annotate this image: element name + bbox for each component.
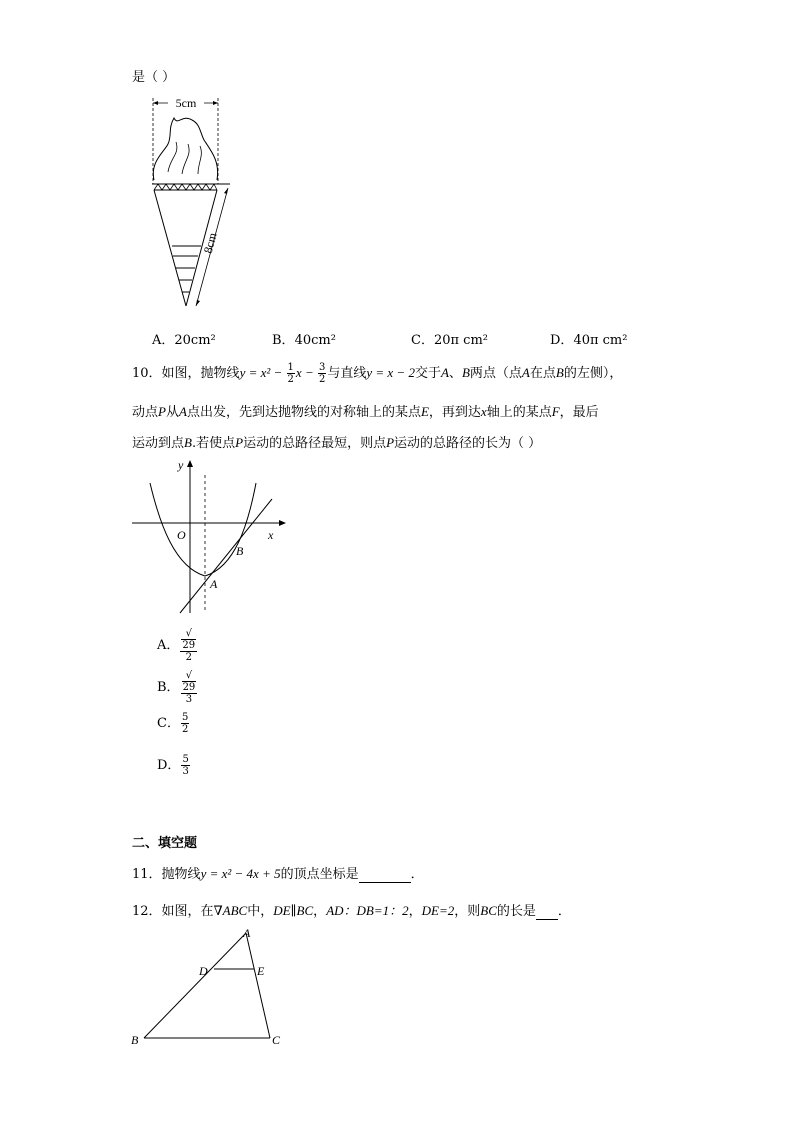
q12-text: 的长是 — [496, 904, 536, 919]
q10-number: 10． — [132, 366, 162, 381]
q10-option-c[interactable] — [157, 712, 190, 735]
q10-option-d[interactable] — [157, 754, 191, 777]
q11-text: 的顶点坐标是 — [280, 867, 359, 882]
q10-option-c-den: 2 — [181, 724, 189, 735]
q10-text: 交于 — [414, 366, 441, 381]
q9-option-b-letter: B． — [272, 333, 295, 348]
q12-triangle: ∇ABC — [213, 903, 248, 918]
q10-text: 轴上的某点 — [486, 405, 552, 420]
q10-option-a-frac: √ 29 2 — [182, 628, 196, 663]
q10-frac-1-den: 2 — [287, 374, 294, 385]
q10-point-a: A — [440, 365, 449, 380]
q12-text: ． — [557, 904, 571, 919]
q11-line — [132, 863, 424, 883]
q9-option-d[interactable] — [550, 329, 627, 348]
q10-point-b: B — [184, 435, 192, 450]
q10-point-p: P — [158, 404, 166, 419]
q10-option-c-letter: C． — [157, 716, 180, 731]
q10-frac-2-num: 3 — [318, 362, 326, 373]
q10-text: 两点（点 — [469, 366, 522, 381]
q10-option-c-frac — [181, 712, 189, 735]
q9-option-a[interactable] — [152, 329, 216, 348]
q9-option-d-value: 40π cm² — [573, 333, 628, 348]
q12-parallel: DE∥BC — [273, 903, 314, 918]
q12-label-c: C — [272, 1033, 281, 1047]
q11-number: 11． — [132, 867, 162, 882]
q10-text: 如图，抛物线 — [161, 366, 240, 381]
q10-label-a: A — [210, 577, 218, 591]
q12-label-e: E — [257, 964, 265, 978]
q10-text: 运动的总路径的长为（ ） — [394, 436, 542, 451]
q12-text: 如图，在 — [161, 904, 214, 919]
q10-option-d-den: 3 — [182, 766, 189, 777]
q10-text: .若使点 — [191, 436, 236, 451]
q10-option-b-den: 3 — [185, 694, 193, 705]
q10-point-a: A — [521, 365, 530, 380]
q9-cone-figure — [140, 92, 240, 312]
q10-text: 的左侧）， — [563, 366, 623, 381]
q12-label-b: B — [131, 1033, 139, 1047]
q12-line — [132, 900, 571, 920]
q10-text: 与直线 — [327, 366, 367, 381]
q10-label-y: y — [178, 458, 184, 472]
q10-expr-mid: x − — [295, 365, 317, 380]
q9-option-c-value: 20π cm² — [433, 333, 488, 348]
q10-point-a: A — [178, 404, 187, 419]
q12-de: DE=2 — [421, 903, 455, 918]
q9-option-c-letter: C． — [411, 333, 434, 348]
q10-option-a-letter: A． — [157, 638, 180, 653]
q9-option-a-letter: A． — [152, 333, 175, 348]
q10-x-axis: x — [480, 404, 487, 419]
q12-text: ， — [313, 904, 327, 919]
q10-text: 动点 — [132, 405, 159, 420]
q9-stem-tail: 是（ ） — [132, 70, 176, 85]
q10-frac-1 — [287, 362, 295, 385]
q10-frac-1-num: 1 — [287, 362, 294, 373]
q12-answer-blank[interactable] — [536, 904, 558, 920]
q10-option-b-letter: B． — [157, 680, 180, 695]
q10-point-b: B — [555, 365, 564, 380]
q9-option-b[interactable] — [272, 329, 336, 348]
q10-option-c-num: 5 — [181, 712, 189, 723]
q9-top-label: 5cm — [175, 96, 197, 110]
q10-option-a[interactable] — [157, 628, 198, 663]
q11-text: 抛物线 — [161, 867, 201, 882]
q10-option-a-num: 29 — [182, 640, 196, 651]
q10-graph — [130, 455, 290, 615]
q10-point-b: B — [461, 365, 470, 380]
q10-label-x: x — [268, 528, 274, 542]
q10-text: ，再到达 — [428, 405, 481, 420]
q12-number: 12． — [132, 904, 162, 919]
q10-frac-2-den: 2 — [318, 374, 326, 385]
q10-text: 运动到点 — [132, 436, 185, 451]
q10-option-b-num: 29 — [182, 682, 196, 693]
q10-line-3 — [132, 432, 541, 451]
q12-ratio: AD：DB=1：2 — [326, 903, 409, 918]
q10-parabola-expr: y = x² − — [239, 365, 286, 380]
q10-option-d-num: 5 — [182, 754, 189, 765]
q10-point-p: P — [235, 435, 244, 450]
q10-option-a-den: 2 — [185, 652, 192, 663]
q12-label-d: D — [199, 964, 208, 978]
q10-option-d-frac — [181, 754, 189, 777]
q10-point-e: E — [420, 404, 429, 419]
q10-label-b: B — [236, 544, 244, 558]
q10-option-d-letter: D． — [157, 758, 181, 773]
q10-text: 、 — [448, 366, 462, 381]
q11-answer-blank[interactable] — [359, 867, 411, 883]
q9-side-label: 8cm — [200, 231, 220, 255]
q10-text: 在点 — [529, 366, 556, 381]
section-heading: 二、填空题 — [132, 836, 198, 851]
q12-text: ， — [408, 904, 422, 919]
q10-line-2 — [132, 401, 599, 420]
q10-option-b-frac: √ 29 3 — [182, 670, 196, 705]
q12-text: ，则 — [454, 904, 481, 919]
q10-frac-2 — [318, 362, 326, 385]
q9-option-b-value: 40cm² — [294, 333, 336, 348]
q10-point-f: F — [551, 404, 560, 419]
q12-bc: BC — [480, 903, 497, 918]
q12-label-a: A — [243, 926, 251, 940]
q9-option-d-letter: D． — [550, 333, 574, 348]
q10-text: ，最后 — [559, 405, 599, 420]
q10-line-1 — [132, 362, 622, 385]
q9-option-a-value: 20cm² — [174, 333, 216, 348]
q10-text: 运动的总路径最短，则点 — [243, 436, 387, 451]
q10-text: 从 — [165, 405, 179, 420]
q10-line-expr: y = x − 2 — [366, 365, 415, 380]
q10-label-o: O — [177, 528, 186, 542]
q11-text: ． — [410, 867, 424, 882]
q10-text: 点出发，先到达抛物线的对称轴上的某点 — [186, 405, 421, 420]
q11-expr: y = x² − 4x + 5 — [200, 866, 281, 881]
q12-triangle-figure — [128, 925, 298, 1050]
q10-point-p: P — [386, 435, 395, 450]
q12-text: 中， — [247, 904, 274, 919]
q9-option-c[interactable] — [411, 329, 488, 348]
q10-option-b[interactable] — [157, 670, 198, 705]
